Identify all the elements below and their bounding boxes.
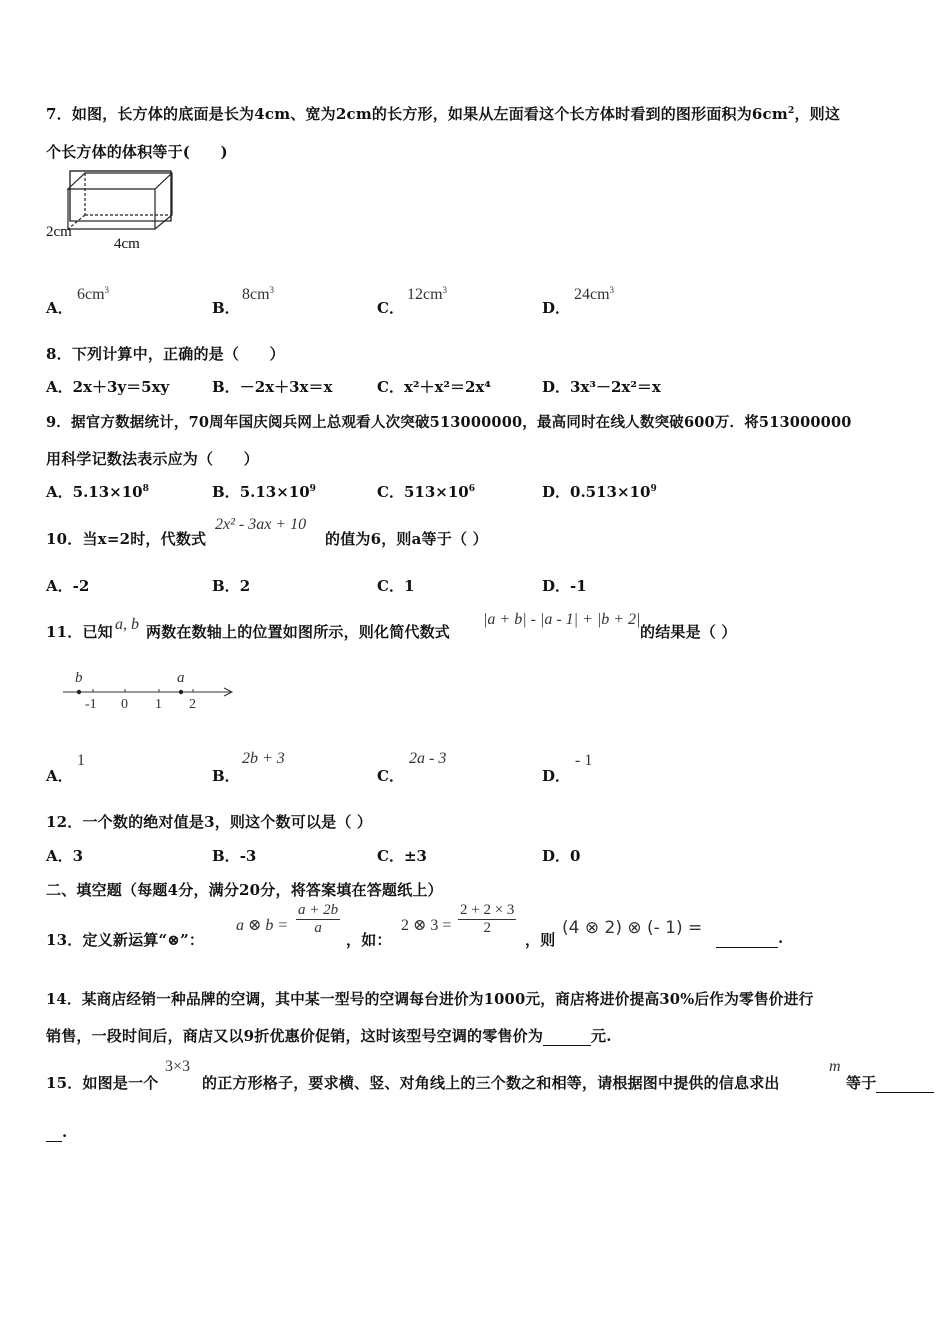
q9-option-b[interactable]: B．$5.13\times 10^9$ <box>212 483 316 501</box>
q14-stem-line1: 14．某商店经销一种品牌的空调，其中某一型号的空调每台进价为1000元，商店将进价提高30%后作为零售价进行 <box>46 991 814 1008</box>
q15-stem-mid: 的正方形格子，要求横、竖、对角线上的三个数之和相等，请根据图中提供的信息求出 <box>202 1074 780 1092</box>
q15-stem-post: 等于 <box>846 1072 934 1093</box>
axis-tick-neg1: -1 <box>85 697 97 712</box>
q7-option-c[interactable]: C． <box>377 299 404 317</box>
q7-option-a-value: $6cm^3$ <box>77 285 110 303</box>
q14-answer-blank[interactable] <box>543 1027 591 1046</box>
q8-stem: 8．下列计算中，正确的是（ ） <box>46 345 285 363</box>
q13-definition-left: a ⊗ b = <box>236 917 289 934</box>
axis-tick-2: 2 <box>189 697 196 712</box>
q9-option-d[interactable]: D．$0.513\times 10^9$ <box>542 483 657 501</box>
q11-option-d[interactable]: D． <box>542 767 571 785</box>
q9-option-a[interactable]: A．$5.13\times 10^8$ <box>46 483 149 501</box>
q11-option-a[interactable]: A． <box>46 767 73 785</box>
q7-stem-line2: 个长方体的体积等于( ) <box>46 143 228 161</box>
cuboid-figure <box>40 165 180 255</box>
q10-option-c[interactable]: C．1 <box>377 577 415 595</box>
width-label: 2cm <box>46 224 72 240</box>
q7-option-c-value: $12cm^3$ <box>407 285 448 303</box>
q11-expression: |a + b| - |a - 1| + |b + 2| <box>483 611 641 628</box>
q8-option-c[interactable]: C．x²＋x²＝2x⁴ <box>377 378 491 396</box>
q8-option-b[interactable]: B．－2x＋3x＝x <box>212 378 333 396</box>
q10-expression: 2x² - 3ax + 10 <box>215 516 307 533</box>
q11-option-d-value: - 1 <box>575 752 593 769</box>
q7-option-b-value: $8cm^3$ <box>242 285 275 303</box>
q14-stem-line2: 销售，一段时间后，商店又以9折优惠价促销，这时该型号空调的零售价为 元. <box>46 1027 612 1045</box>
q9-option-c[interactable]: C．$513\times 10^6$ <box>377 483 475 501</box>
q10-option-b[interactable]: B．2 <box>212 577 251 595</box>
q8-option-d[interactable]: D．3x³－2x²＝x <box>542 378 661 396</box>
q15-answer-blank-part1[interactable] <box>876 1074 934 1093</box>
q7-option-a[interactable]: A． <box>46 299 73 317</box>
q10-option-a[interactable]: A．-2 <box>46 577 90 595</box>
q11-stem-mid: 两数在数轴上的位置如图所示，则化简代数式 <box>146 623 451 641</box>
q7-stem-line1: 7．如图，长方体的底面是长为4cm、宽为2cm的长方形，如果从左面看这个长方体时看到的图形面积为$6cm^2$，则这 <box>46 105 841 123</box>
axis-label-b: b <box>75 670 83 686</box>
q11-vars: a, b <box>115 616 139 633</box>
q15-grid-size: 3×3 <box>165 1058 191 1075</box>
q12-stem: 12．一个数的绝对值是3，则这个数可以是（ ） <box>46 813 373 831</box>
q12-option-d[interactable]: D．0 <box>542 847 581 865</box>
q15-answer-blank-part2[interactable]: . <box>46 1123 67 1142</box>
q12-option-a[interactable]: A．3 <box>46 847 84 865</box>
q10-stem-pre: 10．当x=2时，代数式 <box>46 530 207 548</box>
q11-option-a-value: 1 <box>77 752 85 769</box>
axis-label-a: a <box>177 670 185 686</box>
axis-tick-1: 1 <box>155 697 162 712</box>
q9-stem-line2: 用科学记数法表示应为（ ） <box>46 450 259 468</box>
q10-option-d[interactable]: D．-1 <box>542 577 587 595</box>
q9-stem-line1: 9．据官方数据统计，70周年国庆阅兵网上总观看人次突破513000000，最高同时在线人数突破600万．将513000000 <box>46 414 852 431</box>
length-label: 4cm <box>114 236 140 252</box>
q13-definition-fraction: $\frac{a + 2b}{a}$ <box>298 902 339 936</box>
q7-option-b[interactable]: B． <box>212 299 240 317</box>
q7-option-d[interactable]: D． <box>542 299 571 317</box>
q13-expression: (4 ⊗ 2) ⊗ (- 1) = <box>562 918 703 938</box>
q12-option-b[interactable]: B．-3 <box>212 847 257 865</box>
q11-option-c[interactable]: C． <box>377 767 404 785</box>
q15-variable-m: m <box>829 1058 841 1075</box>
q11-option-c-value: 2a - 3 <box>409 750 447 767</box>
q15-stem-pre: 15．如图是一个 <box>46 1074 159 1092</box>
q12-option-c[interactable]: C．±3 <box>377 847 427 865</box>
q10-stem-post: 的值为6，则a等于（ ） <box>325 530 488 548</box>
q11-stem-pre: 11．已知 <box>46 623 113 641</box>
q11-option-b-value: 2b + 3 <box>242 750 285 767</box>
q13-example-left: 2 ⊗ 3 = <box>401 917 452 934</box>
section-heading-fill-in: 二、填空题（每题4分，满分20分，将答案填在答题纸上） <box>46 881 443 899</box>
q13-answer-blank[interactable]: . <box>716 929 783 948</box>
q13-stem-then: ，则 <box>525 931 556 949</box>
q11-option-b[interactable]: B． <box>212 767 240 785</box>
axis-tick-0: 0 <box>121 697 128 712</box>
q13-stem-mid: ，如： <box>346 931 392 949</box>
q7-option-d-value: $24cm^3$ <box>574 285 615 303</box>
q11-stem-post: 的结果是（ ） <box>640 623 737 641</box>
q13-stem-pre: 13．定义新运算“⊗”： <box>46 931 205 949</box>
q13-example-fraction: $\frac{2 + 2 \times 3}{2}$ <box>460 902 515 936</box>
q8-option-a[interactable]: A．2x＋3y＝5xy <box>46 378 170 396</box>
